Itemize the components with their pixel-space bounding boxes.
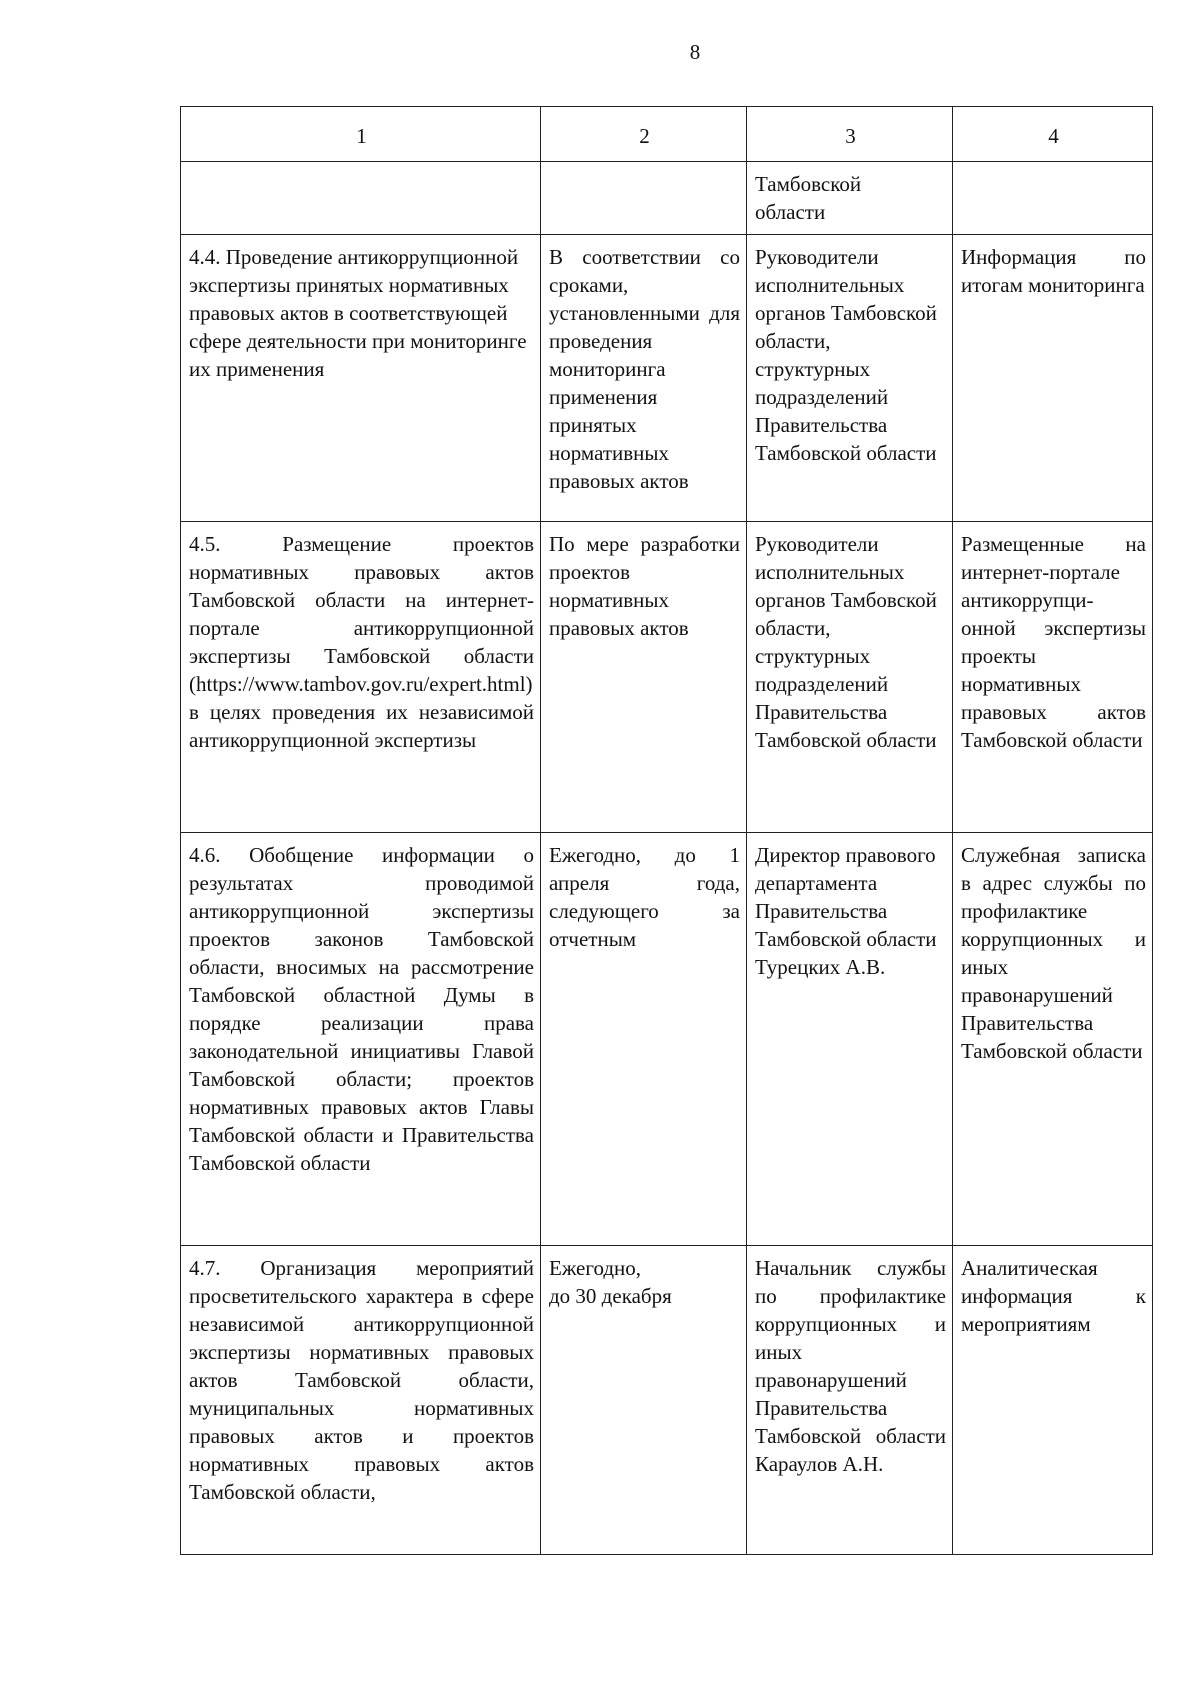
table-cell-result bbox=[953, 162, 1153, 235]
table-cell-measure bbox=[181, 162, 541, 235]
table-row bbox=[181, 1246, 1153, 1555]
table-cell-result: Аналитическая информация к мероприятиям bbox=[953, 1246, 1153, 1555]
table-cell-result: Служебная записка в адрес службы по профилактике коррупционных и иных правонарушений Правительства Тамбовской области bbox=[953, 833, 1153, 1246]
table-row bbox=[181, 522, 1153, 833]
table-cell-deadline: Ежегодно, до 1 апреля года, следующего за отчетным bbox=[541, 833, 747, 1246]
column-header-3: 3 bbox=[747, 107, 953, 162]
table-cell-deadline bbox=[541, 162, 747, 235]
table-cell-responsible: Начальник службы по профилактике коррупционных и иных правонарушений Правительства Тамбовской области Караулов А.Н. bbox=[747, 1246, 953, 1555]
table-cell-measure: 4.6. Обобщение информации о результатах проводимой антикоррупционной экспертизы проектов законов Тамбовской области, вносимых на рассмотрение Тамбовской областной Думы в порядке реализации права законодательной инициативы Главой Тамбовской области; проектов нормативных правовых актов Главы Тамбовской области и Правительства Тамбовской области bbox=[181, 833, 541, 1246]
table-cell-result: Информация по итогам мониторинга bbox=[953, 235, 1153, 522]
table-cell-measure: 4.5. Размещение проектов нормативных правовых актов Тамбовской области на интернет-портале антикоррупционной экспертизы Тамбовской области (https://www.tambov.gov.ru/expert.html) в целях проведения их независимой антикоррупционной экспертизы bbox=[181, 522, 541, 833]
table-cell-responsible: Руководители исполнительных органов Тамбовской области, структурных подразделений Правительства Тамбовской области bbox=[747, 522, 953, 833]
table-cell-deadline: В соответствии со сроками, установленными для проведения мониторинга применения принятых нормативных правовых актов bbox=[541, 235, 747, 522]
table-cell-measure: 4.7. Организация мероприятий просветительского характера в сфере независимой антикоррупционной экспертизы нормативных правовых актов Тамбовской области, муниципальных нормативных правовых актов и проектов нормативных правовых актов Тамбовской области, bbox=[181, 1246, 541, 1555]
table-cell-responsible: Тамбовской области bbox=[747, 162, 953, 235]
table-cell-deadline: Ежегодно, до 30 декабря bbox=[541, 1246, 747, 1555]
table-row bbox=[181, 162, 1153, 235]
table-cell-measure: 4.4. Проведение антикоррупционной экспертизы принятых нормативных правовых актов в соответствующей сфере деятельности при мониторинге их применения bbox=[181, 235, 541, 522]
action-plan-table bbox=[180, 106, 1153, 1555]
table-row bbox=[181, 235, 1153, 522]
table-row bbox=[181, 833, 1153, 1246]
table-cell-responsible: Директор правового департамента Правительства Тамбовской области Турецких А.В. bbox=[747, 833, 953, 1246]
column-header-4: 4 bbox=[953, 107, 1153, 162]
page-number: 8 bbox=[689, 40, 701, 64]
table-header-row bbox=[181, 107, 1153, 162]
column-header-1: 1 bbox=[181, 107, 541, 162]
column-header-2: 2 bbox=[541, 107, 747, 162]
table-cell-result: Размещенные на интернет-портале антикоррупци-онной экспертизы проекты нормативных правовых актов Тамбовской области bbox=[953, 522, 1153, 833]
table-cell-deadline: По мере разработки проектов нормативных правовых актов bbox=[541, 522, 747, 833]
table-cell-responsible: Руководители исполнительных органов Тамбовской области, структурных подразделений Правительства Тамбовской области bbox=[747, 235, 953, 522]
